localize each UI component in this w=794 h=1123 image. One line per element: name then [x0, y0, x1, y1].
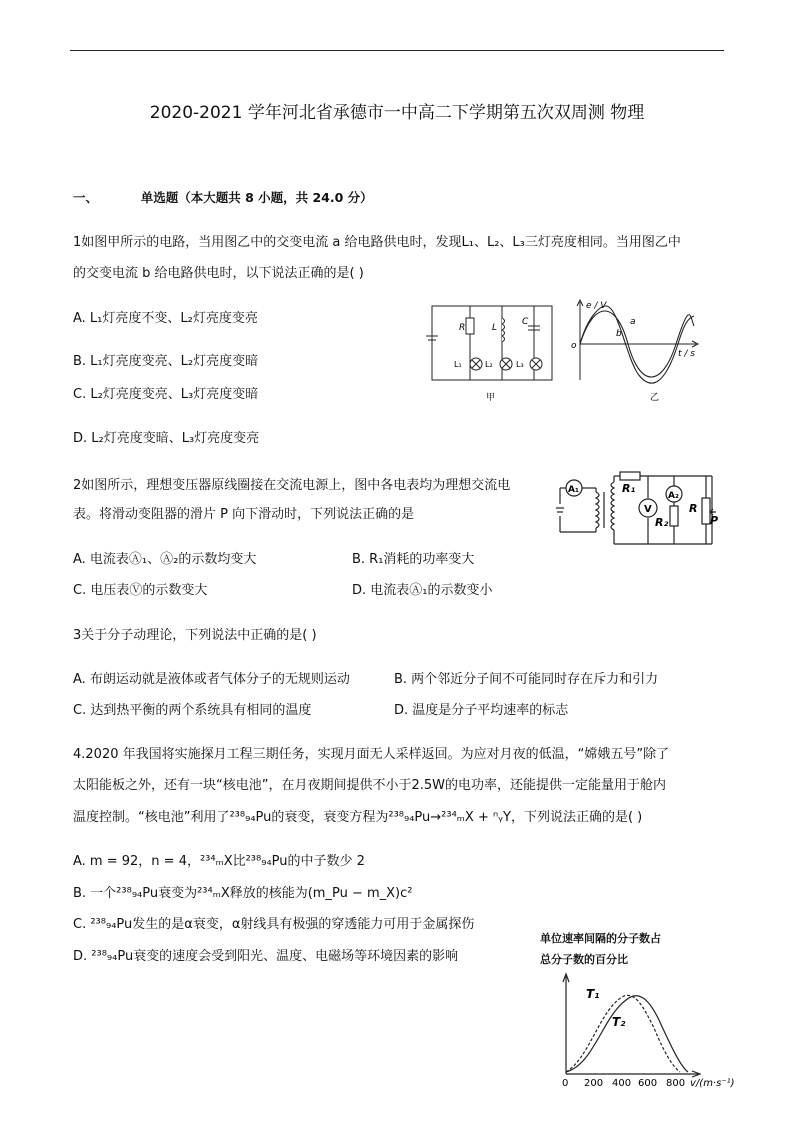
section-label: 单选题（本大题共 8 小题，共 24.0 分）	[140, 190, 373, 205]
q1-option-a: A. L₁灯亮度不变、L₂灯亮度变亮	[73, 311, 258, 326]
q4-option-b: B. 一个²³⁸₉₄Pu衰变为²³⁴ₘX释放的核能为(m_Pu − m_X)c²	[73, 886, 413, 901]
curve-b-label: b	[616, 329, 622, 339]
label-r: R	[459, 323, 466, 333]
label-l3: L₃	[516, 360, 524, 369]
yi-ylabel: e / V	[586, 301, 607, 311]
label-l1: L₁	[454, 360, 462, 369]
tick-200: 200	[584, 1078, 604, 1089]
label-c: C	[522, 317, 529, 327]
graph-xlabel: v/(m·s⁻¹)	[690, 1078, 735, 1089]
q1-option-c: C. L₂灯亮度变亮、L₃灯亮度变暗	[73, 387, 259, 402]
q4-option-d: D. ²³⁸₉₄Pu衰变的速度会受到阳光、温度、电磁场等环境因素的影响	[73, 949, 459, 964]
q3-option-a: A. 布朗运动就是液体或者气体分子的无规则运动	[73, 672, 350, 687]
q4-line3: 温度控制。“核电池”利用了²³⁸₉₄Pu的衰变，衰变方程为²³⁸₉₄Pu→²³⁴ₘX + ⁿᵧY，下列说法正确的是( )	[73, 810, 643, 825]
label-r1: R₁	[622, 482, 636, 495]
q3-option-b: B. 两个邻近分子间不可能同时存在斥力和引力	[394, 672, 659, 687]
figure-transformer-circuit	[552, 468, 722, 552]
q4-option-c: C. ²³⁸₉₄Pu发生的是α衰变，α射线具有极强的穿透能力可用于金属探伤	[73, 917, 475, 932]
q3-option-c: C. 达到热平衡的两个系统具有相同的温度	[73, 703, 312, 718]
tick-800: 800	[666, 1078, 686, 1089]
q3-option-d: D. 温度是分子平均速率的标志	[394, 703, 569, 718]
q2-option-d: D. 电流表Ⓐ₁的示数变小	[352, 583, 493, 598]
yi-xlabel: t / s	[678, 349, 695, 359]
meter-a2: A₂	[668, 491, 679, 501]
header-rule	[70, 50, 724, 51]
section-number: 一、	[73, 190, 99, 205]
tick-600: 600	[638, 1078, 658, 1089]
curve-a-label: a	[630, 317, 636, 327]
figure-speed-distribution	[540, 968, 744, 1094]
page-title: 2020-2021 学年河北省承德市一中高二下学期第五次双周测 物理	[149, 103, 645, 123]
graph-title-1: 单位速率间隔的分子数占	[540, 932, 661, 945]
section-heading	[73, 188, 373, 206]
label-p: P	[710, 514, 719, 527]
q1-option-b: B. L₁灯亮度变亮、L₂灯亮度变暗	[73, 354, 259, 369]
q2-option-a: A. 电流表Ⓐ₁、Ⓐ₂的示数均变大	[73, 552, 257, 567]
q4-line1: 4.2020 年我国将实施探月工程三期任务，实现月面无人采样返回。为应对月夜的低温，“嫦娥五号”除了	[73, 747, 670, 762]
q2-line2: 表。将滑动变阻器的滑片 P 向下滑动时，下列说法正确的是	[73, 507, 415, 522]
figure-yi-waveform	[566, 296, 702, 408]
label-l: L	[492, 323, 498, 333]
label-r2: R₂	[655, 516, 669, 529]
meter-a1: A₁	[568, 485, 579, 495]
figure-jia-circuit	[422, 298, 562, 408]
q1-line2: 的交变电流 b 给电路供电时，以下说法正确的是( )	[73, 266, 364, 281]
curve-t2-label: T₂	[612, 1015, 626, 1029]
label-r: R	[689, 502, 698, 515]
q3-line1: 3关于分子动理论，下列说法中正确的是( )	[73, 628, 317, 643]
q1-line1: 1如图甲所示的电路，当用图乙中的交变电流 a 给电路供电时，发现L₁、L₂、L₃三灯亮度相同。当用图乙中	[73, 235, 681, 250]
label-l2: L₂	[485, 360, 493, 369]
q2-line1: 2如图所示，理想变压器原线圈接在交流电源上，图中各电表均为理想交流电	[73, 478, 511, 493]
q1-option-d: D. L₂灯亮度变暗、L₃灯亮度变亮	[73, 431, 260, 446]
tick-400: 400	[612, 1078, 632, 1089]
yi-origin: o	[571, 341, 577, 351]
caption-yi: 乙	[650, 393, 660, 403]
q2-option-c: C. 电压表Ⓥ的示数变大	[73, 583, 208, 598]
tick-0: 0	[562, 1078, 569, 1089]
meter-v: V	[644, 504, 652, 515]
graph-title-2: 总分子数的百分比	[540, 953, 628, 966]
caption-jia: 甲	[486, 393, 496, 403]
q4-line2: 太阳能板之外，还有一块“核电池”，在月夜期间提供不小于2.5W的电功率，还能提供一定能量用于舱内	[73, 778, 666, 793]
curve-t1-label: T₁	[586, 987, 600, 1001]
q2-option-b: B. R₁消耗的功率变大	[352, 552, 475, 567]
q4-option-a: A. m = 92，n = 4，²³⁴ₘX比²³⁸₉₄Pu的中子数少 2	[73, 854, 365, 869]
